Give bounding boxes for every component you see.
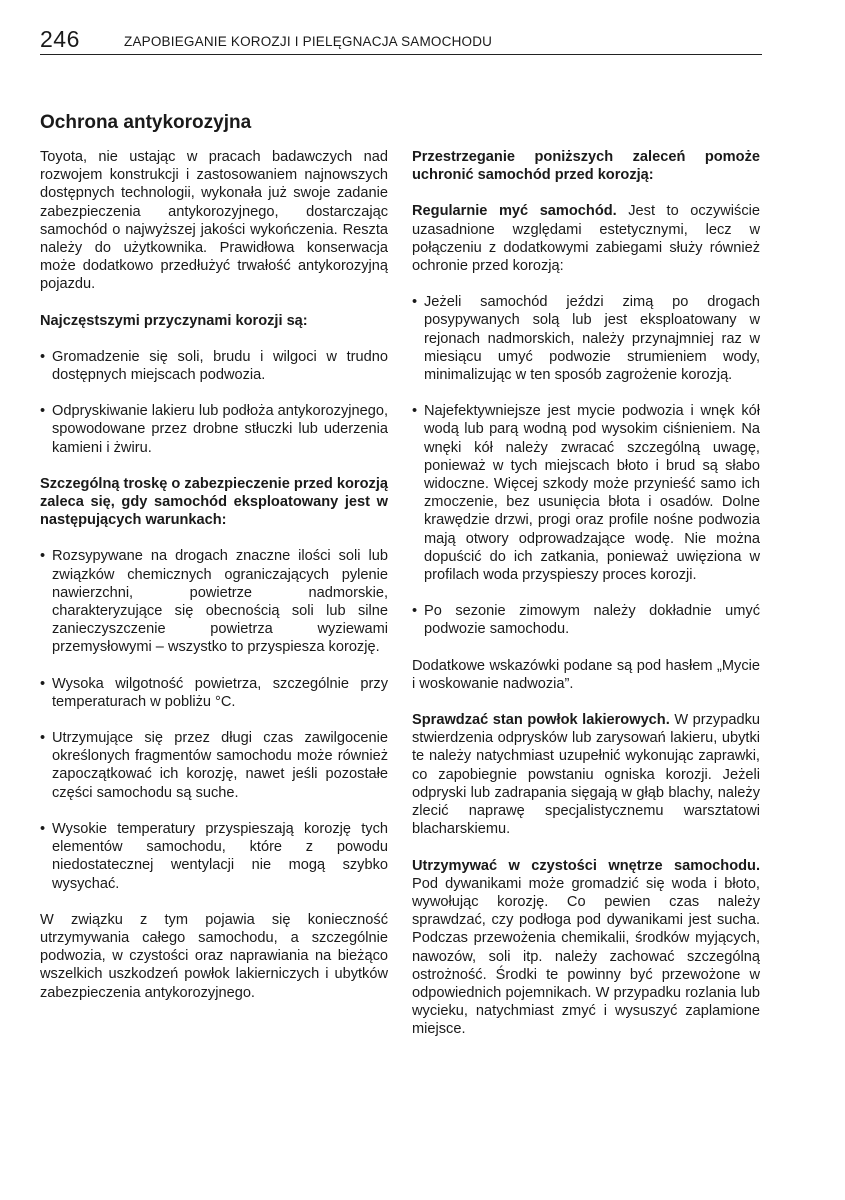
section-title: Ochrona antykorozyjna [40,112,252,133]
wash-list [412,293,760,638]
conditions-heading: Szczególną troskę o zabezpieczenie przed korozją zaleca się, gdy samochód eksploatowany jest w następujących warunkach: [40,475,388,529]
page-header [40,26,762,55]
paint-paragraph [412,711,760,838]
list-item: • Gromadzenie się soli, brudu i wilgoci w trudno dostępnych miejscach podwozia. [40,348,388,384]
closing-paragraph: W związku z tym pojawia się konieczność utrzymywania całego samochodu, a szczególnie podwozia, w czystości oraz naprawiania na bieżąco wszelkich uszkodzeń powłok lakierniczych i ubytków zabezpieczenia antykorozyjnego. [40,911,388,1001]
right-column [412,148,760,1057]
wash-paragraph [412,202,760,275]
wash-text: Jest to oczywiście uzasadnione względami estetycznymi, lecz w połączeniu z dodatkowymi zabiegami służy również ochronie przed korozją: [412,203,760,275]
conditions-list [40,547,388,892]
causes-heading: Najczęstszymi przyczynami korozji są: [40,312,308,329]
causes-list [40,348,388,457]
interior-paragraph [412,857,760,1039]
list-item: • Jeżeli samochód jeździ zimą po drogach posypywanych solą lub jest eksploatowany w rejonach nadmorskich, należy przynajmniej raz w miesiącu umyć podwozie strumieniem wody, minimalizując w ten sposób zagrożenie korozją. [412,293,760,384]
list-item: • Po sezonie zimowym należy dokładnie umyć podwozie samochodu. [412,602,760,638]
list-item: • Wysoka wilgotność powietrza, szczególnie przy temperaturach w pobliżu °C. [40,675,388,711]
interior-lead: Utrzymywać w czystości wnętrze samochodu. [412,857,760,874]
left-column [40,148,388,1020]
recommendations-heading: Przestrzeganie poniższych zaleceń pomoże uchronić samochód przed korozją: [412,149,760,184]
interior-text: Pod dywanikami może gromadzić się woda i błoto, wywołując korozję. Co pewien czas należy sprawdzać, czy podłoga pod dywanikami jest sucha. Podczas przewożenia chemikalii, środków myjących, nawozów, soli itp. należy zachować szczególną ostrożność. Środki te powinny być przewożone w odpowiednich pojemnikach. W przypadku rozlania lub wycieku, natychmiast zmyć i wysuszyć zaplamione miejsce. [412,875,760,1038]
list-item: • Utrzymujące się przez długi czas zawilgocenie określonych fragmentów samochodu może również zapoczątkować ich korozję, nawet jeśli pozostałe części samochodu są suche. [40,729,388,802]
wash-note: Dodatkowe wskazówki podane są pod hasłem „Mycie i woskowanie nadwozia”. [412,657,760,692]
list-item: • Najefektywniejsze jest mycie podwozia i wnęk kół wodą lub parą wodną pod wysokim ciśnieniem. Na wnęki kół należy zwracać szczególną uwagę, ponieważ w tych miejscach błoto i brud są słabo widoczne. Więcej szkody może przynieść samo ich zmoczenie, bez usunięcia błota i osadów. Dolne krawędzie drzwi, progi oraz profile nośne podwozia mają otwory odprowadzające wodę. Nie można dopuścić do ich zatkania, ponieważ uwięziona w profilach woda przyspieszy proces korozji. [412,402,760,584]
list-item: • Rozsypywane na drogach znaczne ilości soli lub związków chemicznych ograniczających pylenie nawierzchni, powietrze nadmorskie, charakteryzujące się obecnością soli lub silne zanieczyszczenie powietrza wyziewami przemysłowymi – wszystko to przyspiesza korozję. [40,547,388,656]
list-item: • Wysokie temperatury przyspieszają korozję tych elementów samochodu, które z powodu niedostatecznej wentylacji nie mogą szybko wysychać. [40,820,388,893]
list-item: • Odpryskiwanie lakieru lub podłoża antykorozyjnego, spowodowane przez drobne stłuczki lub uderzenia kamieni i żwiru. [40,402,388,457]
running-title: ZAPOBIEGANIE KOROZJI I PIELĘGNACJA SAMOCHODU [124,34,493,49]
intro-paragraph: Toyota, nie ustając w pracach badawczych nad rozwojem konstrukcji i zastosowaniem najnowszych dostępnych technologii, wykonała już swoje zadanie zabezpieczenia antykorozyjnego, dostarczając samochód o najwyższej jakości wykończenia. Reszta należy do użytkownika. Prawidłowa konserwacja może dodatkowo przedłużyć trwałość antykorozyjną pojazdu. [40,149,388,293]
paint-lead: Sprawdzać stan powłok lakierowych. [412,712,670,729]
page-number: 246 [40,26,80,52]
wash-lead: Regularnie myć samochód. [412,203,617,220]
paint-text: W przypadku stwierdzenia odprysków lub zarysowań lakieru, ubytki te należy natychmiast uzupełnić wykonując zaprawki, co zapobiegnie powstaniu ogniska korozji. Jeżeli odpryski lub zadrapania sięgają w głąb blachy, należy zlecić naprawę specjalistycznemu warsztatowi blacharskiemu. [412,712,760,838]
